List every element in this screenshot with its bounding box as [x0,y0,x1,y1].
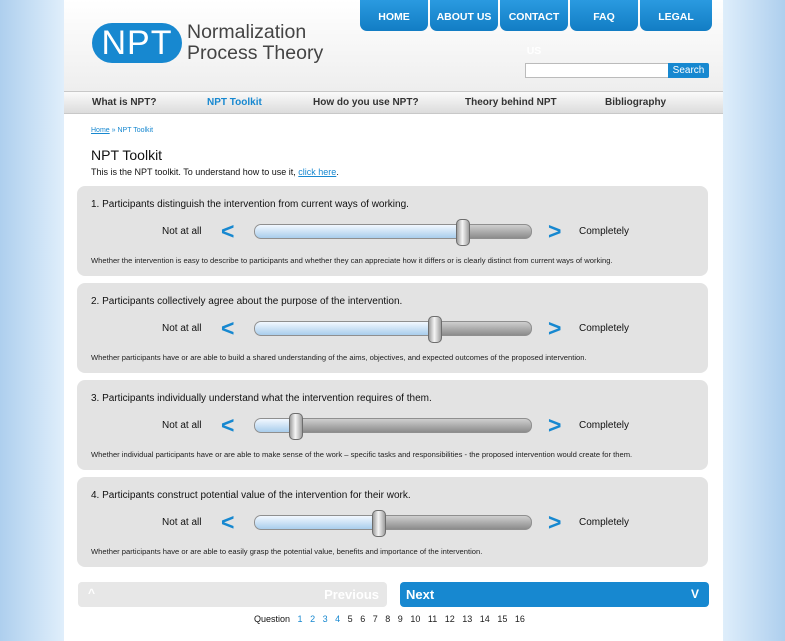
page-number-4[interactable]: 4 [335,614,341,624]
slider-handle[interactable] [289,413,303,440]
scale-label-not-at-all: Not at all [162,420,202,431]
page-number-16[interactable]: 16 [514,614,525,624]
slider-track[interactable] [254,321,532,336]
page-number-11[interactable]: 11 [427,614,438,624]
page-number-6[interactable]: 6 [360,614,366,624]
breadcrumb-separator: » [111,127,116,134]
increase-arrow-icon[interactable]: > [548,412,562,438]
slider-track[interactable] [254,515,532,530]
topnav-faq[interactable]: FAQ [570,0,638,31]
scale-label-not-at-all: Not at all [162,517,202,528]
page-title: NPT Toolkit [91,147,163,163]
question-text: 1. Participants distinguish the intervention from current ways of working. [91,199,409,210]
chevron-down-icon: V [690,587,699,601]
page-number-12[interactable]: 12 [444,614,455,624]
nav-bibliography[interactable]: Bibliography [605,97,667,108]
intro-sentence: This is the NPT toolkit. To understand how to use it, [91,167,296,177]
logo[interactable] [92,21,323,65]
slider-handle[interactable] [428,316,442,343]
breadcrumb-home[interactable]: Home [91,127,110,134]
logo-mark: NPT [92,23,182,63]
question-text: 3. Participants individually understand what the intervention requires of them. [91,393,432,404]
page-number-15[interactable]: 15 [497,614,508,624]
topnav-contact-us[interactable]: CONTACT US [500,0,568,31]
decrease-arrow-icon[interactable]: < [221,509,235,535]
decrease-arrow-icon[interactable]: < [221,218,235,244]
previous-button[interactable] [78,582,387,607]
nav-theory-behind-npt[interactable]: Theory behind NPT [465,97,557,108]
question-description: Whether participants have or are able to build a shared understanding of the aims, objectives, and expected outcomes of the proposed intervention. [91,353,587,362]
next-button[interactable] [400,582,709,607]
scale-label-completely: Completely [579,517,630,528]
scale-label-completely: Completely [579,420,630,431]
breadcrumb-current: NPT Toolkit [117,127,154,134]
topnav-about-us[interactable]: ABOUT US [430,0,498,31]
page-number-1[interactable]: 1 [297,614,303,624]
question-description: Whether individual participants have or are able to make sense of the work – specific tasks and responsibilities - the proposed intervention would create for them. [91,450,633,459]
chevron-up-icon: ^ [88,586,96,600]
question-card-3 [77,380,708,470]
scale-label-not-at-all: Not at all [162,323,202,334]
page-number-14[interactable]: 14 [479,614,490,624]
page [64,0,723,641]
question-text: 2. Participants collectively agree about the purpose of the intervention. [91,296,403,307]
topnav-legal[interactable]: LEGAL [640,0,712,31]
question-text: 4. Participants construct potential value of the intervention for their work. [91,490,411,501]
main-navigation [64,91,723,114]
question-description: Whether participants have or are able to easily grasp the potential value, benefits and importance of the intervention. [91,547,483,556]
increase-arrow-icon[interactable]: > [548,315,562,341]
breadcrumb [91,127,153,134]
page-number-10[interactable]: 10 [410,614,421,624]
page-number-7[interactable]: 7 [372,614,378,624]
scale-label-not-at-all: Not at all [162,226,202,237]
increase-arrow-icon[interactable]: > [548,218,562,244]
question-card-4 [77,477,708,567]
page-number-8[interactable]: 8 [385,614,391,624]
question-card-1 [77,186,708,276]
slider-handle[interactable] [456,219,470,246]
header [64,0,723,91]
slider-track[interactable] [254,224,532,239]
top-navigation [360,0,712,57]
question-description: Whether the intervention is easy to describe to participants and whether they can appreciate how it differs or is clearly distinct from current ways of working. [91,256,613,265]
decrease-arrow-icon[interactable]: < [221,315,235,341]
scale-label-completely: Completely [579,323,630,334]
nav-how-do-you-use-npt[interactable]: How do you use NPT? [313,97,419,108]
slider-fill [255,225,462,238]
slider-handle[interactable] [372,510,386,537]
search-input[interactable] [525,63,669,78]
previous-button-label: Previous [324,587,379,602]
search-button[interactable]: Search [668,63,709,78]
pager-label: Question [254,614,291,624]
decrease-arrow-icon[interactable]: < [221,412,235,438]
logo-line-1: Normalization [187,21,307,43]
question-pager [254,614,525,624]
click-here-link[interactable]: click here [298,167,337,177]
page-number-2[interactable]: 2 [310,614,316,624]
slider-fill [255,322,434,335]
increase-arrow-icon[interactable]: > [548,509,562,535]
topnav-home[interactable]: HOME [360,0,428,31]
intro-text [91,167,339,177]
logo-line-2: Process Theory [187,42,324,64]
next-button-label: Next [406,587,435,602]
slider-fill [255,516,379,529]
page-number-9[interactable]: 9 [397,614,403,624]
logo-text [187,22,323,64]
page-number-5[interactable]: 5 [347,614,353,624]
nav-npt-toolkit[interactable]: NPT Toolkit [207,97,262,108]
nav-what-is-npt[interactable]: What is NPT? [92,97,157,108]
scale-label-completely: Completely [579,226,630,237]
page-number-3[interactable]: 3 [322,614,328,624]
page-number-13[interactable]: 13 [462,614,473,624]
question-card-2 [77,283,708,373]
intro-end: . [336,167,339,177]
